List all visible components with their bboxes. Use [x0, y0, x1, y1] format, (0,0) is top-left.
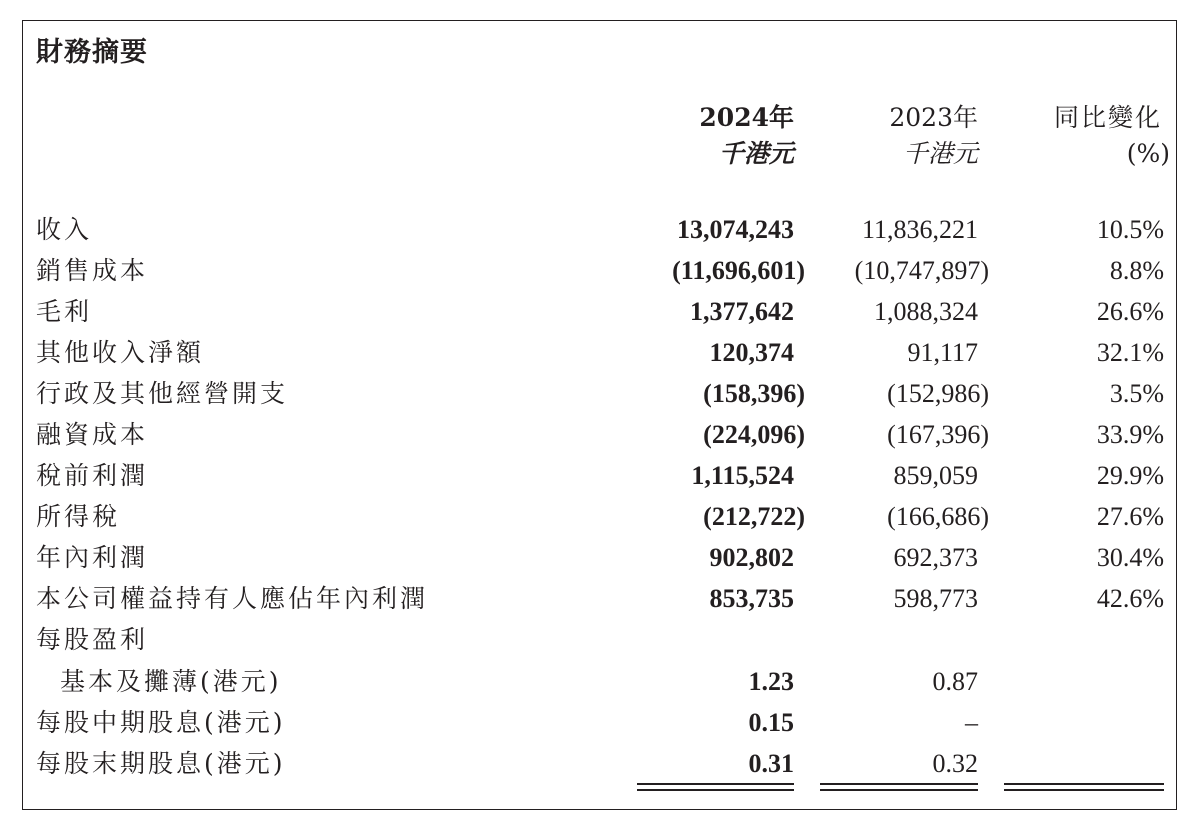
row-label: 融資成本	[36, 420, 149, 449]
value-2023: (152,986)	[887, 379, 989, 408]
value-change: 27.6%	[1096, 502, 1164, 531]
value-2023: 598,773	[893, 584, 978, 613]
value-2023: 1,088,324	[874, 297, 978, 326]
value-2024: (158,396)	[703, 379, 805, 408]
table-row	[0, 743, 1200, 784]
header-2023-unit: 千港元	[902, 139, 978, 168]
value-change: 10.5%	[1096, 215, 1164, 244]
value-change: 32.1%	[1096, 338, 1164, 367]
row-label: 毛利	[36, 297, 93, 326]
value-2023: 859,059	[893, 461, 978, 490]
header-2023-year: 2023年	[889, 103, 978, 132]
value-2023: (166,686)	[887, 502, 989, 531]
table-row	[0, 209, 1200, 250]
value-change: 3.5%	[1109, 379, 1164, 408]
row-label: 基本及攤薄(港元)	[60, 667, 282, 696]
value-2023: 0.87	[932, 667, 978, 696]
table-row	[0, 455, 1200, 496]
value-change: 42.6%	[1096, 584, 1164, 613]
value-2024: 0.15	[748, 708, 794, 737]
table-row	[0, 619, 1200, 660]
value-2023: 692,373	[893, 543, 978, 572]
header-2024-unit: 千港元	[718, 139, 794, 168]
table-row	[0, 291, 1200, 332]
value-2024: 1,115,524	[691, 461, 794, 490]
value-2024: 0.31	[748, 749, 794, 778]
table-row	[0, 661, 1200, 702]
value-2024: (11,696,601)	[672, 256, 805, 285]
table-row	[0, 332, 1200, 373]
value-2023: (10,747,897)	[854, 256, 989, 285]
row-label: 每股中期股息(港元)	[36, 708, 286, 737]
value-2024: 902,802	[709, 543, 794, 572]
value-2023: (167,396)	[887, 420, 989, 449]
row-label: 每股末期股息(港元)	[36, 749, 286, 778]
table-row	[0, 373, 1200, 414]
double-underline-2023	[820, 783, 978, 791]
row-label: 所得稅	[36, 502, 121, 531]
value-2023: –	[965, 708, 978, 737]
table-row	[0, 250, 1200, 291]
value-2024: 13,074,243	[677, 215, 794, 244]
value-2024: 1,377,642	[690, 297, 794, 326]
value-2024: 853,735	[709, 584, 794, 613]
table-row	[0, 496, 1200, 537]
value-change: 29.9%	[1096, 461, 1164, 490]
row-label: 每股盈利	[36, 625, 149, 654]
value-change: 8.8%	[1109, 256, 1164, 285]
table-row	[0, 702, 1200, 743]
row-label: 其他收入淨額	[36, 338, 205, 367]
double-underline-change	[1004, 783, 1164, 791]
value-2023: 11,836,221	[861, 215, 978, 244]
double-underline-2024	[637, 783, 794, 791]
section-title: 財務摘要	[36, 37, 148, 68]
table-row	[0, 537, 1200, 578]
row-label: 稅前利潤	[36, 461, 149, 490]
table-row	[0, 414, 1200, 455]
table-row	[0, 578, 1200, 619]
header-change-unit: (%)	[1126, 139, 1170, 168]
value-change: 33.9%	[1096, 420, 1164, 449]
header-2024-year: 2024年	[699, 103, 794, 132]
value-2024: (224,096)	[703, 420, 805, 449]
value-change: 26.6%	[1096, 297, 1164, 326]
value-2024: 1.23	[748, 667, 794, 696]
value-2023: 91,117	[907, 338, 978, 367]
row-label: 年內利潤	[36, 543, 149, 572]
header-change: 同比變化	[1053, 103, 1162, 132]
row-label: 行政及其他經營開支	[36, 379, 289, 408]
value-change: 30.4%	[1096, 543, 1164, 572]
row-label: 本公司權益持有人應佔年內利潤	[36, 584, 429, 613]
row-label: 銷售成本	[36, 256, 149, 285]
value-2024: (212,722)	[703, 502, 805, 531]
value-2023: 0.32	[932, 749, 978, 778]
value-2024: 120,374	[709, 338, 794, 367]
row-label: 收入	[36, 215, 93, 244]
